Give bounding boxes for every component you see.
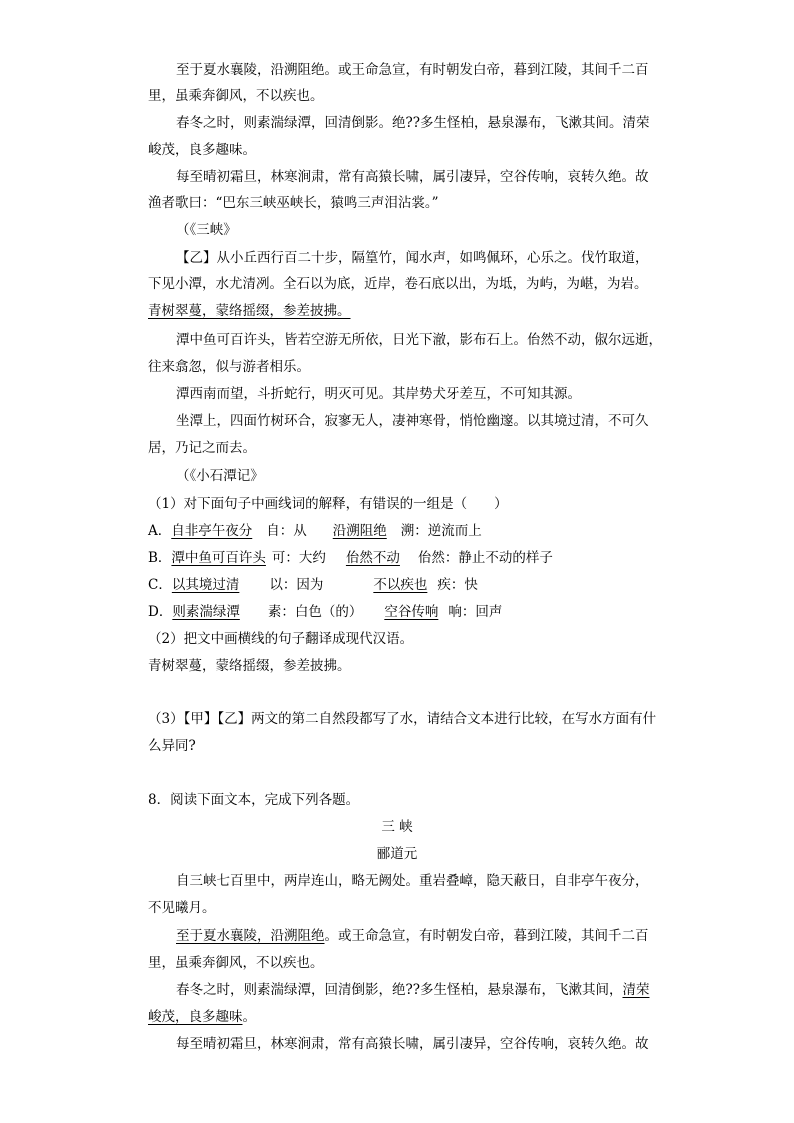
- text-line: 每至晴初霜旦，林寒涧肃，常有高猿长啸，属引凄异，空谷传响，哀转久绝。故: [176, 169, 649, 185]
- text-line: 春冬之时，则素湍绿潭，回清倒影，绝??多生怪柏，悬泉瀑布，飞漱其间，清荣: [176, 982, 650, 998]
- question-2-sentence: 青树翠蔓，蒙络摇缀，参差披拂。: [148, 658, 351, 674]
- text-line: 自三峡七百里中，两岸连山，略无阙处。重岩叠嶂，隐天蔽日，自非亭午夜分，: [176, 873, 649, 889]
- text-line: 渔者歌曰：“巴东三峡巫峡长，猿鸣三声泪沾裳。”: [148, 195, 439, 211]
- option-d: D．则素湍绿潭 素：白色（的） 空谷传响 响：回声: [148, 604, 503, 620]
- text-line: 春冬之时，则素湍绿潭，回清倒影。绝??多生怪柏，悬泉瀑布，飞漱其间。清荣: [176, 115, 650, 131]
- text-line: 居，乃记之而去。: [148, 440, 256, 456]
- text-line: 里，虽乘奔御风，不以疾也。: [148, 955, 324, 971]
- question-3: （3）【甲】【乙】两文的第二自然段都写了水，请结合文本进行比较，在写水方面有什: [148, 711, 657, 727]
- text-line: 里，虽乘奔御风，不以疾也。: [148, 88, 324, 104]
- text-line: 坐潭上，四面竹树环合，寂寥无人，凄神寒骨，悄怆幽邃。以其境过清，不可久: [176, 413, 649, 429]
- article-author: 郦道元: [376, 846, 418, 862]
- source-label: （《三峡》: [176, 222, 237, 238]
- question-2: （2）把文中画横线的句子翻译成现代汉语。: [148, 631, 414, 647]
- option-c: C．以其境过清 以：因为 不以疾也 疾：快: [148, 577, 478, 593]
- text-line: 峻茂，良多趣味。: [148, 1009, 256, 1025]
- option-a: A．自非亭午夜分 自：从 沿溯阻绝 溯：逆流而上: [148, 523, 482, 539]
- text-line: 潭西南而望，斗折蛇行，明灭可见。其岸势犬牙差互，不可知其源。: [176, 386, 581, 402]
- question-3-cont: 么异同?: [148, 738, 196, 754]
- text-line: 【乙】从小丘西行百二十步，隔篁竹，闻水声，如鸣佩环，心乐之。伐竹取道，: [176, 250, 649, 266]
- text-line: 至于夏水襄陵，沿溯阻绝。或王命急宣，有时朝发白帝，暮到江陵，其间千二百: [176, 62, 649, 78]
- article-title: 三 峡: [381, 819, 413, 835]
- text-line: 每至晴初霜旦，林寒涧肃，常有高猿长啸，属引凄异，空谷传响，哀转久绝。故: [176, 1036, 649, 1052]
- text-line: 潭中鱼可百许头，皆若空游无所依，日光下澈，影布石上。佁然不动，俶尔远逝，: [176, 332, 662, 348]
- question-1: （1）对下面句子中画线词的解释，有错误的一组是（ ）: [148, 496, 508, 512]
- text-line: 下见小潭，水尤清冽。全石以为底，近岸，卷石底以出，为坻，为屿，为嵁，为岩。: [148, 276, 648, 292]
- section-heading: 8．阅读下面文本，完成下列各题。: [148, 792, 360, 808]
- text-line: 不见曦月。: [148, 900, 216, 916]
- source-label: （《小石潭记》: [176, 468, 264, 484]
- text-line: 往来翕忽，似与游者相乐。: [148, 359, 310, 375]
- option-b: B．潭中鱼可百许头 可：大约 佁然不动 佁然：静止不动的样子: [148, 550, 553, 566]
- text-line: 峻茂，良多趣味。: [148, 142, 256, 158]
- underlined-sentence: 青树翠蔓，蒙络摇缀，参差披拂。: [148, 303, 351, 319]
- text-line: 至于夏水襄陵，沿溯阻绝。或王命急宣，有时朝发白帝，暮到江陵，其间千二百: [176, 928, 649, 944]
